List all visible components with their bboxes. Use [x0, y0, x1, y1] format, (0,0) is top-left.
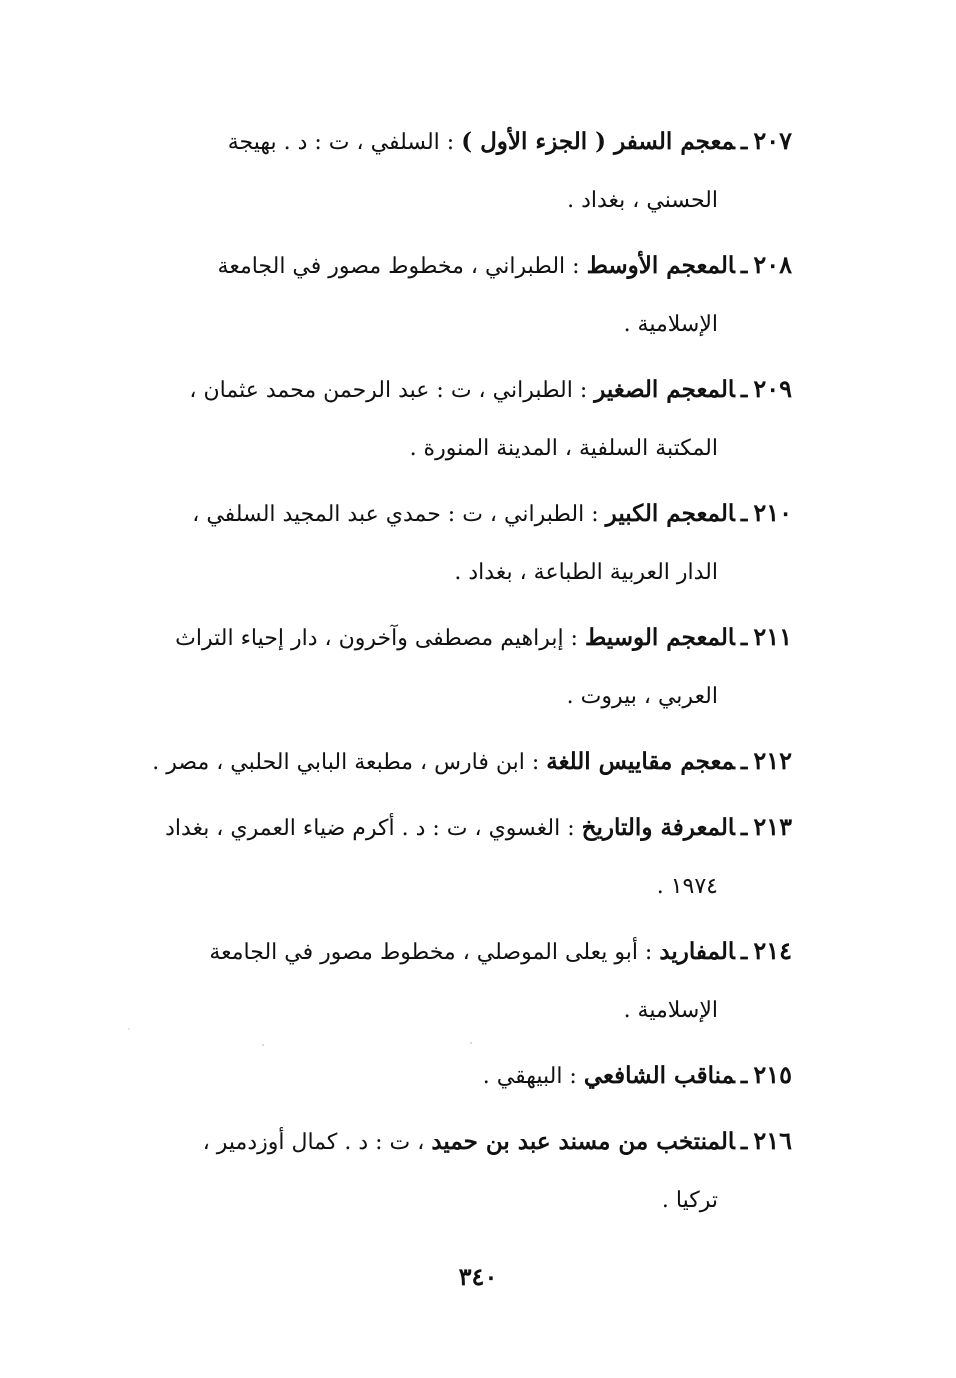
entry-title: المنتخب من مسند عبد بن حميد: [431, 1128, 735, 1155]
entry-number: ٢١٥: [753, 1060, 792, 1089]
entry-continuation: تركيا .: [661, 1188, 718, 1213]
entry-details: : أبو يعلى الموصلي ، مخطوط مصور في الجامعة: [209, 940, 660, 965]
bibliography-entry-213: [110, 798, 792, 916]
entry-title: المعجم الصغير: [594, 376, 735, 403]
entry-separator: ـ: [740, 749, 748, 775]
entry-details: : السلفي ، ت : د . بهيجة: [227, 130, 462, 155]
bibliography-entry-209: [110, 360, 792, 478]
entry-title: المعرفة والتاريخ: [581, 814, 735, 841]
bibliography-entry-211: [110, 608, 792, 726]
entry-number: ٢١٤: [753, 936, 792, 965]
entry-separator: ـ: [740, 501, 748, 527]
entry-separator: ـ: [740, 1063, 748, 1089]
entry-continuation: الدار العربية الطباعة ، بغداد .: [454, 560, 718, 585]
entry-number: ٢٠٨: [753, 250, 792, 279]
entry-details: : الغسوي ، ت : د . أكرم ضياء العمري ، بغداد: [165, 816, 582, 841]
entry-title: معجم السفر ( الجزء الأول ): [461, 128, 735, 155]
bibliography-entry-216: [110, 1112, 792, 1230]
entry-continuation: الحسني ، بغداد .: [567, 188, 718, 213]
scan-speck: [262, 1044, 264, 1046]
entry-title: المفاريد: [659, 938, 735, 965]
entry-details: : الطبراني ، ت : حمدي عبد المجيد السلفي ،: [192, 502, 606, 527]
entry-continuation: العربي ، بيروت .: [566, 684, 718, 709]
entry-title: المعجم الكبير: [605, 500, 735, 527]
entry-title: المعجم الأوسط: [586, 252, 735, 279]
entry-number: ٢١٠: [753, 498, 792, 527]
entry-separator: ـ: [740, 939, 748, 965]
entry-details: : ابن فارس ، مطبعة البابي الحلبي ، مصر .: [152, 750, 547, 775]
entry-details: : إبراهيم مصطفى وآخرون ، دار إحياء التراث: [175, 626, 585, 651]
entry-details: ، ت : د . كمال أوزدمير ،: [202, 1130, 432, 1155]
bibliography-entry-214: [110, 922, 792, 1040]
entry-number: ٢١٦: [753, 1126, 792, 1155]
entry-number: ٢١٣: [753, 812, 792, 841]
scan-speck: [470, 1042, 472, 1044]
entry-continuation: ١٩٧٤ .: [656, 874, 718, 899]
page-number: ٣٤٠: [458, 1262, 498, 1291]
entry-details: : الطبراني ، ت : عبد الرحمن محمد عثمان ،: [189, 378, 595, 403]
bibliography-entry-215: [110, 1046, 792, 1106]
entry-number: ٢١١: [753, 622, 792, 651]
entry-number: ٢٠٩: [753, 374, 792, 403]
bibliography-entry-208: [110, 236, 792, 354]
entry-separator: ـ: [740, 129, 748, 155]
scan-speck: [128, 1028, 130, 1030]
entry-separator: ـ: [740, 1129, 748, 1155]
entry-continuation: المكتبة السلفية ، المدينة المنورة .: [409, 436, 718, 461]
entry-separator: ـ: [740, 815, 748, 841]
entry-separator: ـ: [740, 625, 748, 651]
entry-continuation: الإسلامية .: [623, 998, 718, 1023]
entry-number: ٢٠٧: [753, 126, 792, 155]
entry-title: معجم مقاييس اللغة: [546, 748, 735, 775]
entry-separator: ـ: [740, 253, 748, 279]
bibliography-entry-207: [110, 112, 792, 230]
bibliography-entry-210: [110, 484, 792, 602]
entry-details: : البيهقي .: [482, 1064, 584, 1089]
bibliography-entry-212: [110, 732, 792, 792]
entry-number: ٢١٢: [753, 746, 792, 775]
bibliography-list: [110, 112, 792, 1236]
entry-separator: ـ: [740, 377, 748, 403]
entry-continuation: الإسلامية .: [623, 312, 718, 337]
entry-title: المعجم الوسيط: [584, 624, 735, 651]
entry-title: مناقب الشافعي: [583, 1062, 735, 1089]
entry-details: : الطبراني ، مخطوط مصور في الجامعة: [217, 254, 587, 279]
